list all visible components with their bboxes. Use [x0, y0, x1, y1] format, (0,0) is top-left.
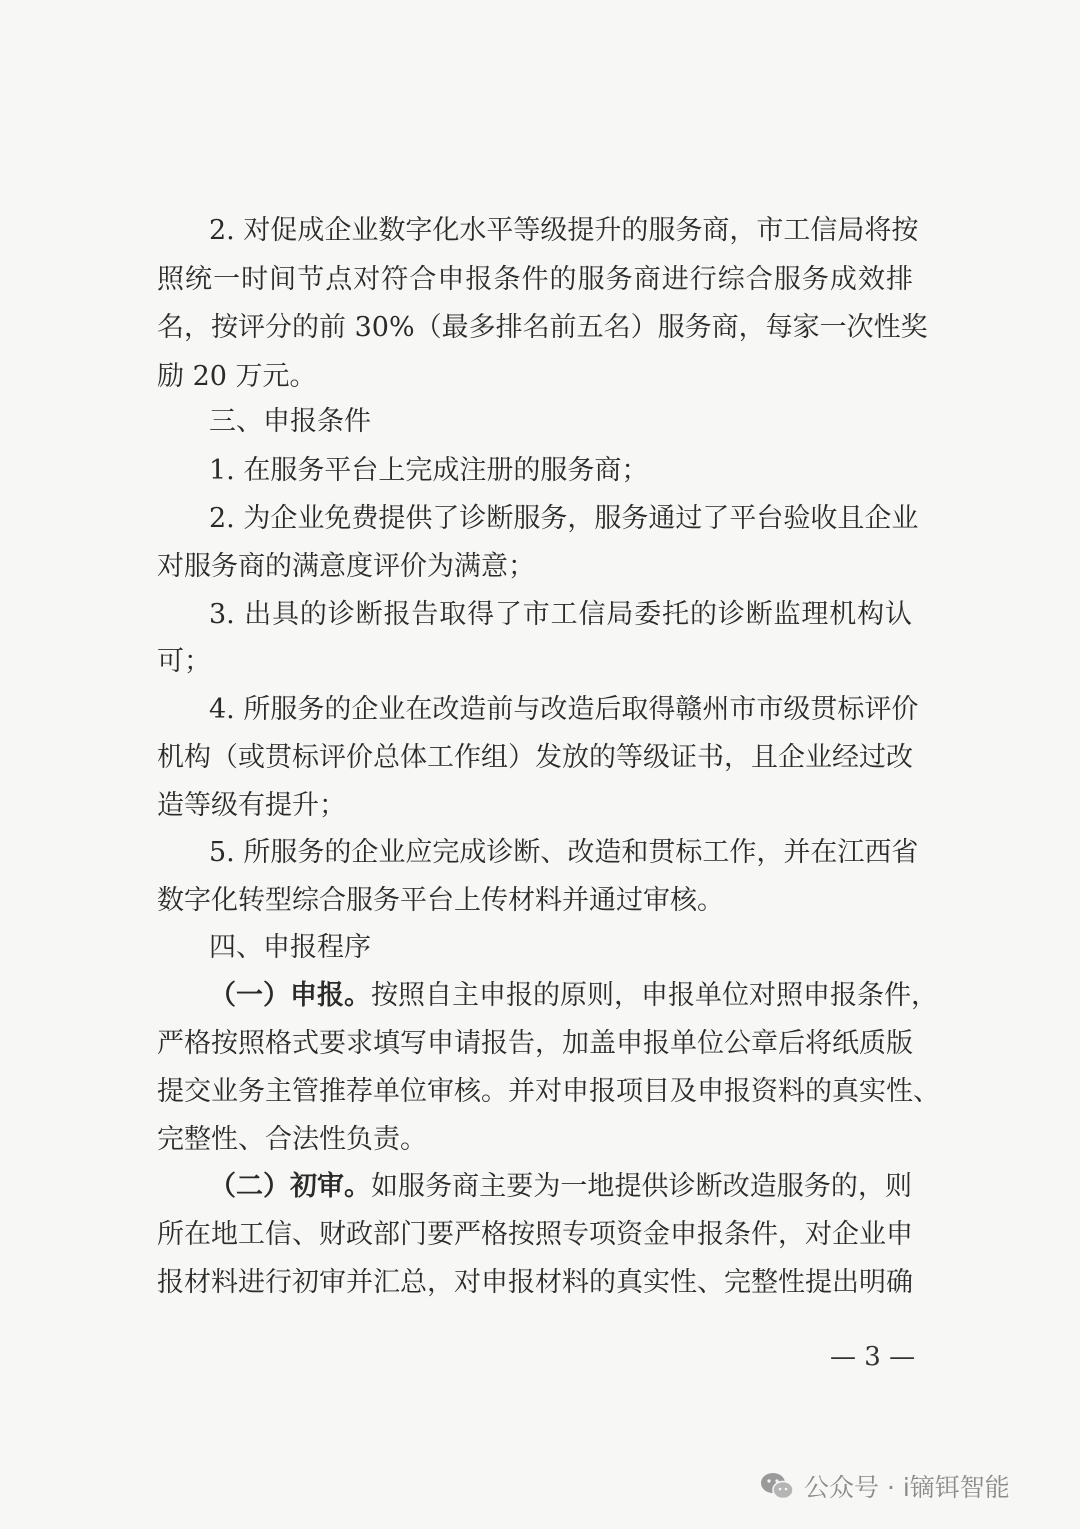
paragraph-line: 名，按评分的前 30%（最多排名前五名）服务商，每家一次性奖	[157, 312, 928, 343]
paragraph-line: 4. 所服务的企业在改造前与改造后取得赣州市市级贯标评价	[209, 694, 919, 725]
paragraph-line: 照统一时间节点对符合申报条件的服务商进行综合服务成效排	[157, 264, 913, 295]
paragraph-line	[209, 1172, 912, 1202]
paragraph-line	[209, 980, 938, 1011]
paragraph-line: 可；	[157, 646, 211, 677]
paragraph-line: 完整性、合法性负责。	[157, 1124, 427, 1155]
wechat-icon	[760, 1471, 794, 1501]
section-heading: 四、申报程序	[209, 932, 371, 963]
paragraph-line: 所在地工信、财政部门要严格按照专项资金申报条件，对企业申	[157, 1219, 913, 1250]
bold-prefix: （一）申报。	[209, 980, 371, 1011]
paragraph-line: 造等级有提升；	[157, 790, 346, 821]
paragraph-line: 励 20 万元。	[157, 361, 317, 392]
paragraph-text: 如服务商主要为一地提供诊断改造服务的，则	[371, 1171, 912, 1202]
watermark-text: 公众号 · i镝铒智能	[804, 1473, 1010, 1502]
paragraph-line: 报材料进行初审并汇总，对申报材料的真实性、完整性提出明确	[157, 1267, 913, 1298]
paragraph-line: 3. 出具的诊断报告取得了市工信局委托的诊断监理机构认	[209, 599, 912, 630]
paragraph-line: 5. 所服务的企业应完成诊断、改造和贯标工作，并在江西省	[209, 837, 919, 868]
paragraph-line: 2. 为企业免费提供了诊断服务，服务通过了平台验收且企业	[209, 503, 919, 534]
watermark	[760, 1468, 1010, 1504]
page-number: — 3 —	[830, 1342, 916, 1372]
paragraph-line: 数字化转型综合服务平台上传材料并通过审核。	[157, 885, 724, 916]
paragraph-line: 严格按照格式要求填写申请报告，加盖申报单位公章后将纸质版	[157, 1028, 913, 1059]
paragraph-line: 机构（或贯标评价总体工作组）发放的等级证书，且企业经过改	[157, 742, 913, 773]
paragraph-line: 1. 在服务平台上完成注册的服务商；	[209, 455, 649, 486]
bold-prefix: （二）初审。	[209, 1171, 371, 1202]
paragraph-line: 对服务商的满意度评价为满意；	[157, 551, 535, 582]
paragraph-line: 2. 对促成企业数字化水平等级提升的服务商，市工信局将按	[209, 215, 919, 246]
section-heading: 三、申报条件	[209, 406, 371, 437]
paragraph-line: 提交业务主管推荐单位审核。并对申报项目及申报资料的真实性、	[157, 1076, 940, 1107]
paragraph-text: 按照自主申报的原则，申报单位对照申报条件，	[371, 980, 938, 1011]
